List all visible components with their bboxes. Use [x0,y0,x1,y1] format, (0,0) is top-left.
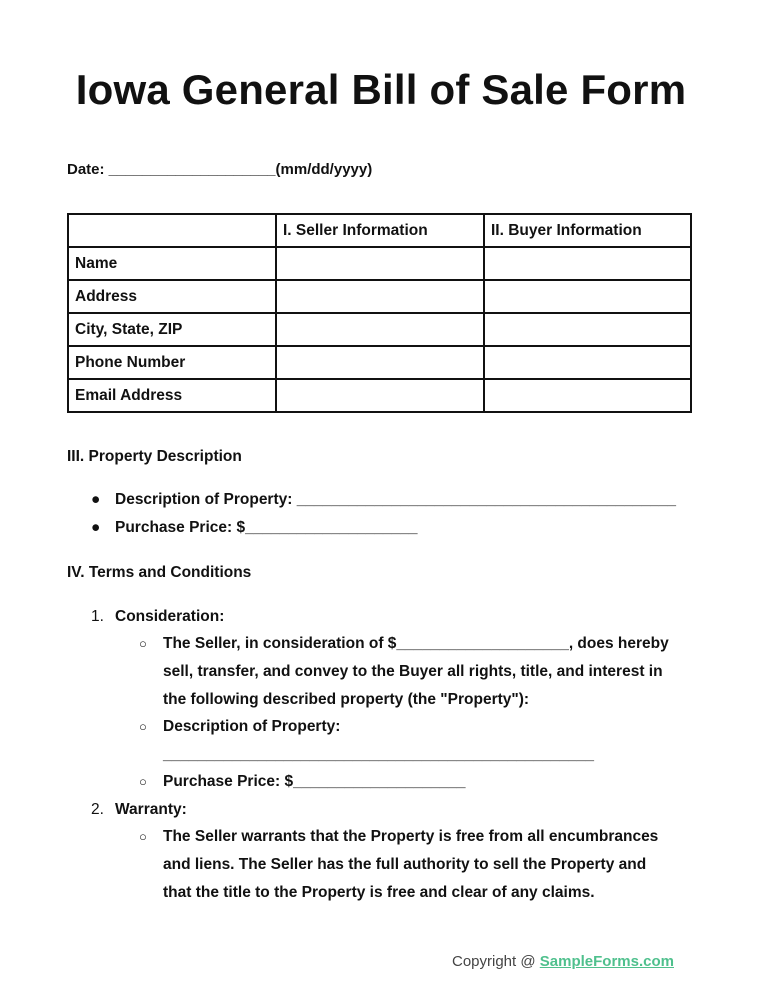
seller-cell[interactable] [276,379,484,412]
page-title: Iowa General Bill of Sale Form [75,66,687,113]
row-label: Address [68,280,276,313]
table-row [68,247,691,280]
sub-text-line: and liens. The Seller has the full authority to sell the Property and [163,856,647,873]
table-header-cell [68,214,276,247]
bullet-icon: ● [91,491,101,508]
circle-bullet-icon: ○ [139,636,147,651]
table-header-row [68,214,691,247]
bullet-text: Purchase Price: $____________________ [115,519,418,536]
numbered-item-consideration [91,608,224,626]
numbered-item-warranty [91,801,187,819]
sub-text-line: The Seller warrants that the Property is free from all encumbrances [163,828,659,845]
item-label: Warranty: [115,801,187,818]
table-header-cell: II. Buyer Information [484,214,691,247]
row-label: Phone Number [68,346,276,379]
table-row [68,346,691,379]
section-heading-property: III. Property Description [67,448,242,465]
seller-cell[interactable] [276,247,484,280]
buyer-cell[interactable] [484,346,691,379]
sub-text-line: __________________________________________________ [163,746,595,763]
sub-text-line: that the title to the Property is free and clear of any claims. [163,884,595,901]
row-label: City, State, ZIP [68,313,276,346]
circle-bullet-icon: ○ [139,829,147,844]
date-line: Date: ____________________(mm/dd/yyyy) [67,161,373,178]
section-heading-terms: IV. Terms and Conditions [67,564,252,581]
buyer-cell[interactable] [484,313,691,346]
row-label: Email Address [68,379,276,412]
sub-text-line: Purchase Price: $____________________ [163,773,466,790]
item-number: 2. [91,801,104,818]
table-header-cell: I. Seller Information [276,214,484,247]
copyright-text: Copyright @ [452,953,540,970]
bullet-text: Description of Property: ____________________________________________ [115,491,677,508]
row-label: Name [68,247,276,280]
copyright-footer [452,953,674,970]
sub-text-line: sell, transfer, and convey to the Buyer all rights, title, and interest in [163,663,663,680]
buyer-cell[interactable] [484,247,691,280]
item-number: 1. [91,608,104,625]
buyer-cell[interactable] [484,379,691,412]
seller-cell[interactable] [276,313,484,346]
sub-text-line: Description of Property: [163,718,341,735]
circle-bullet-icon: ○ [139,774,147,789]
list-item [91,519,418,537]
table-row [68,313,691,346]
brand-link[interactable]: SampleForms.com [539,953,674,970]
buyer-cell[interactable] [484,280,691,313]
seller-cell[interactable] [276,346,484,379]
table-row [68,379,691,412]
seller-cell[interactable] [276,280,484,313]
sub-text-line: The Seller, in consideration of $____________________, does hereby [163,635,669,652]
item-label: Consideration: [115,608,225,625]
sub-text-line: the following described property (the "Property"): [163,691,530,708]
list-item [91,491,676,509]
circle-bullet-icon: ○ [139,719,147,734]
table-row [68,280,691,313]
party-info-table [67,213,692,413]
bullet-icon: ● [91,519,101,536]
